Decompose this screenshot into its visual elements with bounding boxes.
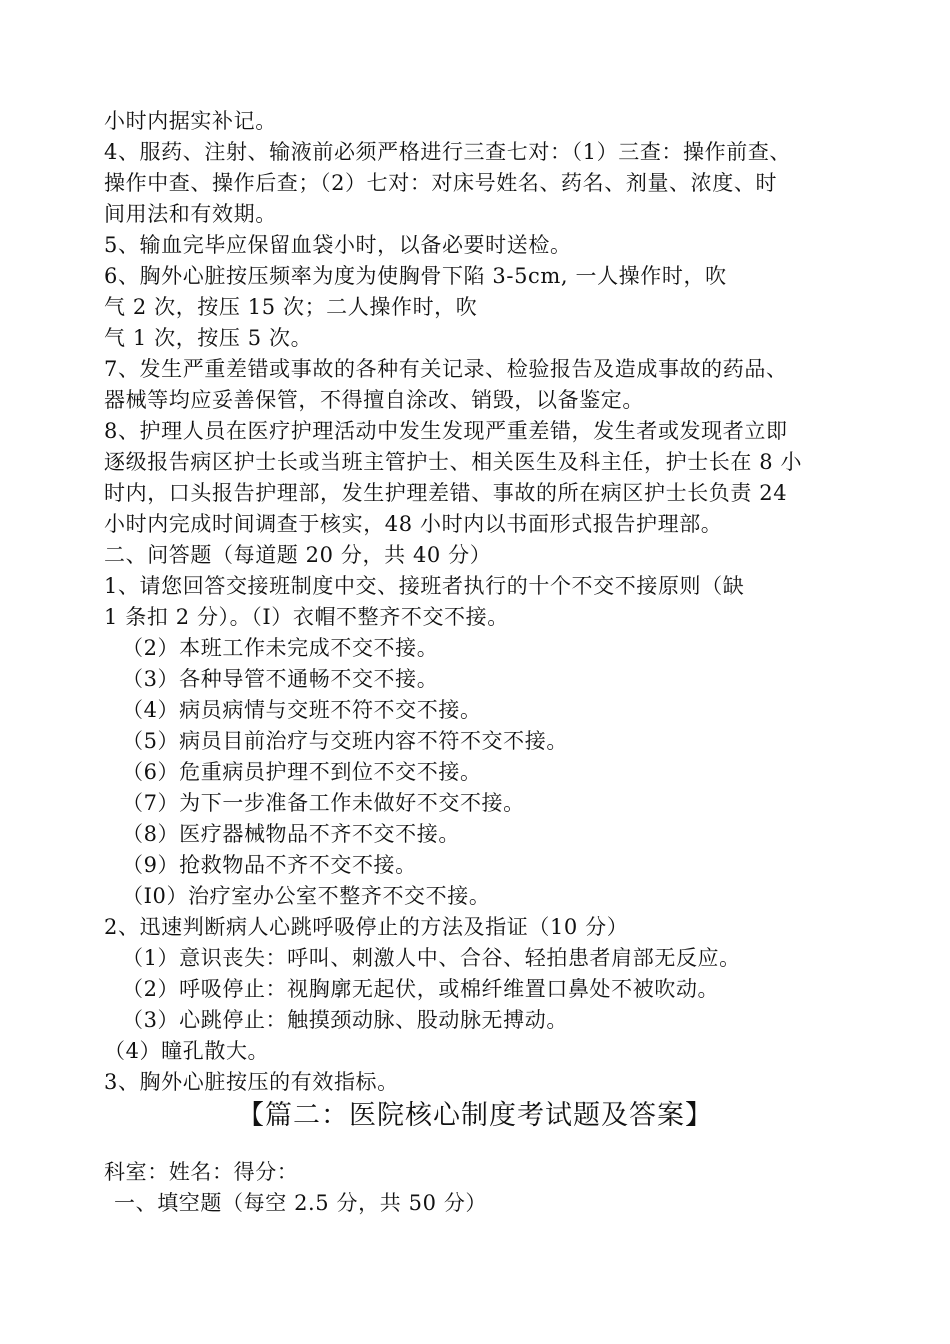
part-one-heading: 一、填空题（每空 2.5 分，共 50 分） xyxy=(114,1191,488,1215)
section-heading-qa: 二、问答题（每道题 20 分，共 40 分） xyxy=(104,543,492,567)
text-line-4: 间用法和有效期。 xyxy=(104,202,277,226)
question-2: 2、迅速判断病人心跳呼吸停止的方法及指证（10 分） xyxy=(104,915,629,939)
answer-2-item-2: （2）呼吸停止：视胸廓无起伏，或棉纤维置口鼻处不被吹动。 xyxy=(122,977,720,1001)
question-1-cont: 1 条扣 2 分）。（I）衣帽不整齐不交不接。 xyxy=(104,605,509,629)
text-line-11: 8、护理人员在医疗护理活动中发生发现严重差错，发生者或发现者立即 xyxy=(104,419,788,443)
text-line-2: 4、服药、注射、输液前必须严格进行三查七对：（1）三查：操作前查、 xyxy=(104,140,792,164)
answer-item-2: （2）本班工作未完成不交不接。 xyxy=(122,636,439,660)
answer-2-item-3: （3）心跳停止：触摸颈动脉、股动脉无搏动。 xyxy=(122,1008,568,1032)
answer-item-4: （4）病员病情与交班不符不交不接。 xyxy=(122,698,482,722)
question-3: 3、胸外心脏按压的有效指标。 xyxy=(104,1070,399,1094)
text-line-10: 器械等均应妥善保管，不得擅自涂改、销毁，以备鉴定。 xyxy=(104,388,644,412)
text-line-8: 气 1 次，按压 5 次。 xyxy=(104,326,313,350)
text-line-13: 时内，口头报告护理部，发生护理差错、事故的所在病区护士长负责 24 xyxy=(104,481,788,505)
text-line-14: 小时内完成时间调查于核实，48 小时内以书面形式报告护理部。 xyxy=(104,512,723,536)
exam-header: 科室：姓名：得分： xyxy=(104,1160,299,1184)
question-1: 1、请您回答交接班制度中交、接班者执行的十个不交不接原则（缺 xyxy=(104,574,745,598)
answer-item-10: （I0）治疗室办公室不整齐不交不接。 xyxy=(122,884,491,908)
text-line-9: 7、发生严重差错或事故的各种有关记录、检验报告及造成事故的药品、 xyxy=(104,357,788,381)
answer-item-9: （9）抢救物品不齐不交不接。 xyxy=(122,853,417,877)
text-line-3: 操作中查、操作后查；（2）七对：对床号姓名、药名、剂量、浓度、时 xyxy=(104,171,778,195)
answer-item-6: （6）危重病员护理不到位不交不接。 xyxy=(122,760,482,784)
text-line-1: 小时内据实补记。 xyxy=(104,109,277,133)
text-line-12: 逐级报告病区护士长或当班主管护士、相关医生及科主任，护士长在 8 小 xyxy=(104,450,803,474)
section-title: 【篇二：医院核心制度考试题及答案】 xyxy=(237,1100,713,1131)
answer-item-3: （3）各种导管不通畅不交不接。 xyxy=(122,667,439,691)
text-line-7: 气 2 次，按压 15 次；二人操作时，吹 xyxy=(104,295,478,319)
answer-item-7: （7）为下一步准备工作未做好不交不接。 xyxy=(122,791,525,815)
text-line-6: 6、胸外心脏按压频率为度为使胸骨下陷 3-5cm, 一人操作时，吹 xyxy=(104,264,727,288)
answer-2-item-1: （1）意识丧失：呼叫、刺激人中、合谷、轻拍患者肩部无反应。 xyxy=(122,946,741,970)
answer-2-item-4: （4）瞳孔散大。 xyxy=(104,1039,270,1063)
answer-item-8: （8）医疗器械物品不齐不交不接。 xyxy=(122,822,460,846)
text-line-5: 5、输血完毕应保留血袋小时，以备必要时送检。 xyxy=(104,233,572,257)
answer-item-5: （5）病员目前治疗与交班内容不符不交不接。 xyxy=(122,729,568,753)
